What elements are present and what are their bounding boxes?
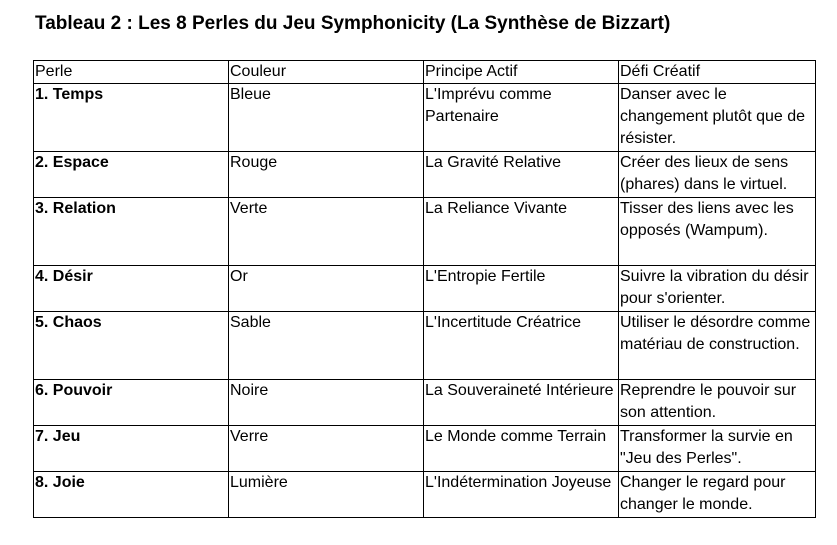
cell-perle: 3. Relation (34, 198, 229, 266)
cell-principe: L'Incertitude Créatrice (424, 312, 619, 380)
cell-couleur: Bleue (229, 84, 424, 152)
cell-defi: Danser avec le changement plutôt que de résister. (619, 84, 816, 152)
cell-defi: Suivre la vibration du désir pour s'orienter. (619, 266, 816, 312)
table-row (34, 312, 816, 380)
cell-couleur: Verre (229, 426, 424, 472)
cell-perle: 2. Espace (34, 152, 229, 198)
table-row (34, 380, 816, 426)
cell-defi: Changer le regard pour changer le monde. (619, 472, 816, 518)
cell-perle: 7. Jeu (34, 426, 229, 472)
cell-perle: 5. Chaos (34, 312, 229, 380)
cell-principe: La Reliance Vivante (424, 198, 619, 266)
cell-couleur: Verte (229, 198, 424, 266)
cell-couleur: Sable (229, 312, 424, 380)
table-row (34, 84, 816, 152)
cell-defi: Reprendre le pouvoir sur son attention. (619, 380, 816, 426)
header-row (34, 61, 816, 84)
cell-perle: 6. Pouvoir (34, 380, 229, 426)
cell-principe: L'Entropie Fertile (424, 266, 619, 312)
cell-defi: Créer des lieux de sens (phares) dans le virtuel. (619, 152, 816, 198)
cell-perle: 8. Joie (34, 472, 229, 518)
cell-principe: L'Imprévu comme Partenaire (424, 84, 619, 152)
cell-couleur: Rouge (229, 152, 424, 198)
table-row (34, 266, 816, 312)
table-row (34, 426, 816, 472)
table-row (34, 152, 816, 198)
cell-defi: Tisser des liens avec les opposés (Wampum). (619, 198, 816, 266)
header-couleur: Couleur (229, 61, 424, 84)
cell-principe: La Gravité Relative (424, 152, 619, 198)
perles-table (33, 60, 816, 518)
header-principe-actif: Principe Actif (424, 61, 619, 84)
cell-couleur: Noire (229, 380, 424, 426)
cell-perle: 4. Désir (34, 266, 229, 312)
cell-principe: Le Monde comme Terrain (424, 426, 619, 472)
table-row (34, 472, 816, 518)
cell-defi: Transformer la survie en "Jeu des Perles". (619, 426, 816, 472)
cell-defi: Utiliser le désordre comme matériau de construction. (619, 312, 816, 380)
cell-principe: L'Indétermination Joyeuse (424, 472, 619, 518)
cell-perle: 1. Temps (34, 84, 229, 152)
table-row (34, 198, 816, 266)
cell-couleur: Or (229, 266, 424, 312)
header-defi-creatif: Défi Créatif (619, 61, 816, 84)
table-title: Tableau 2 : Les 8 Perles du Jeu Symphonicity (La Synthèse de Bizzart) (35, 13, 671, 34)
cell-couleur: Lumière (229, 472, 424, 518)
header-perle: Perle (34, 61, 229, 84)
cell-principe: La Souveraineté Intérieure (424, 380, 619, 426)
